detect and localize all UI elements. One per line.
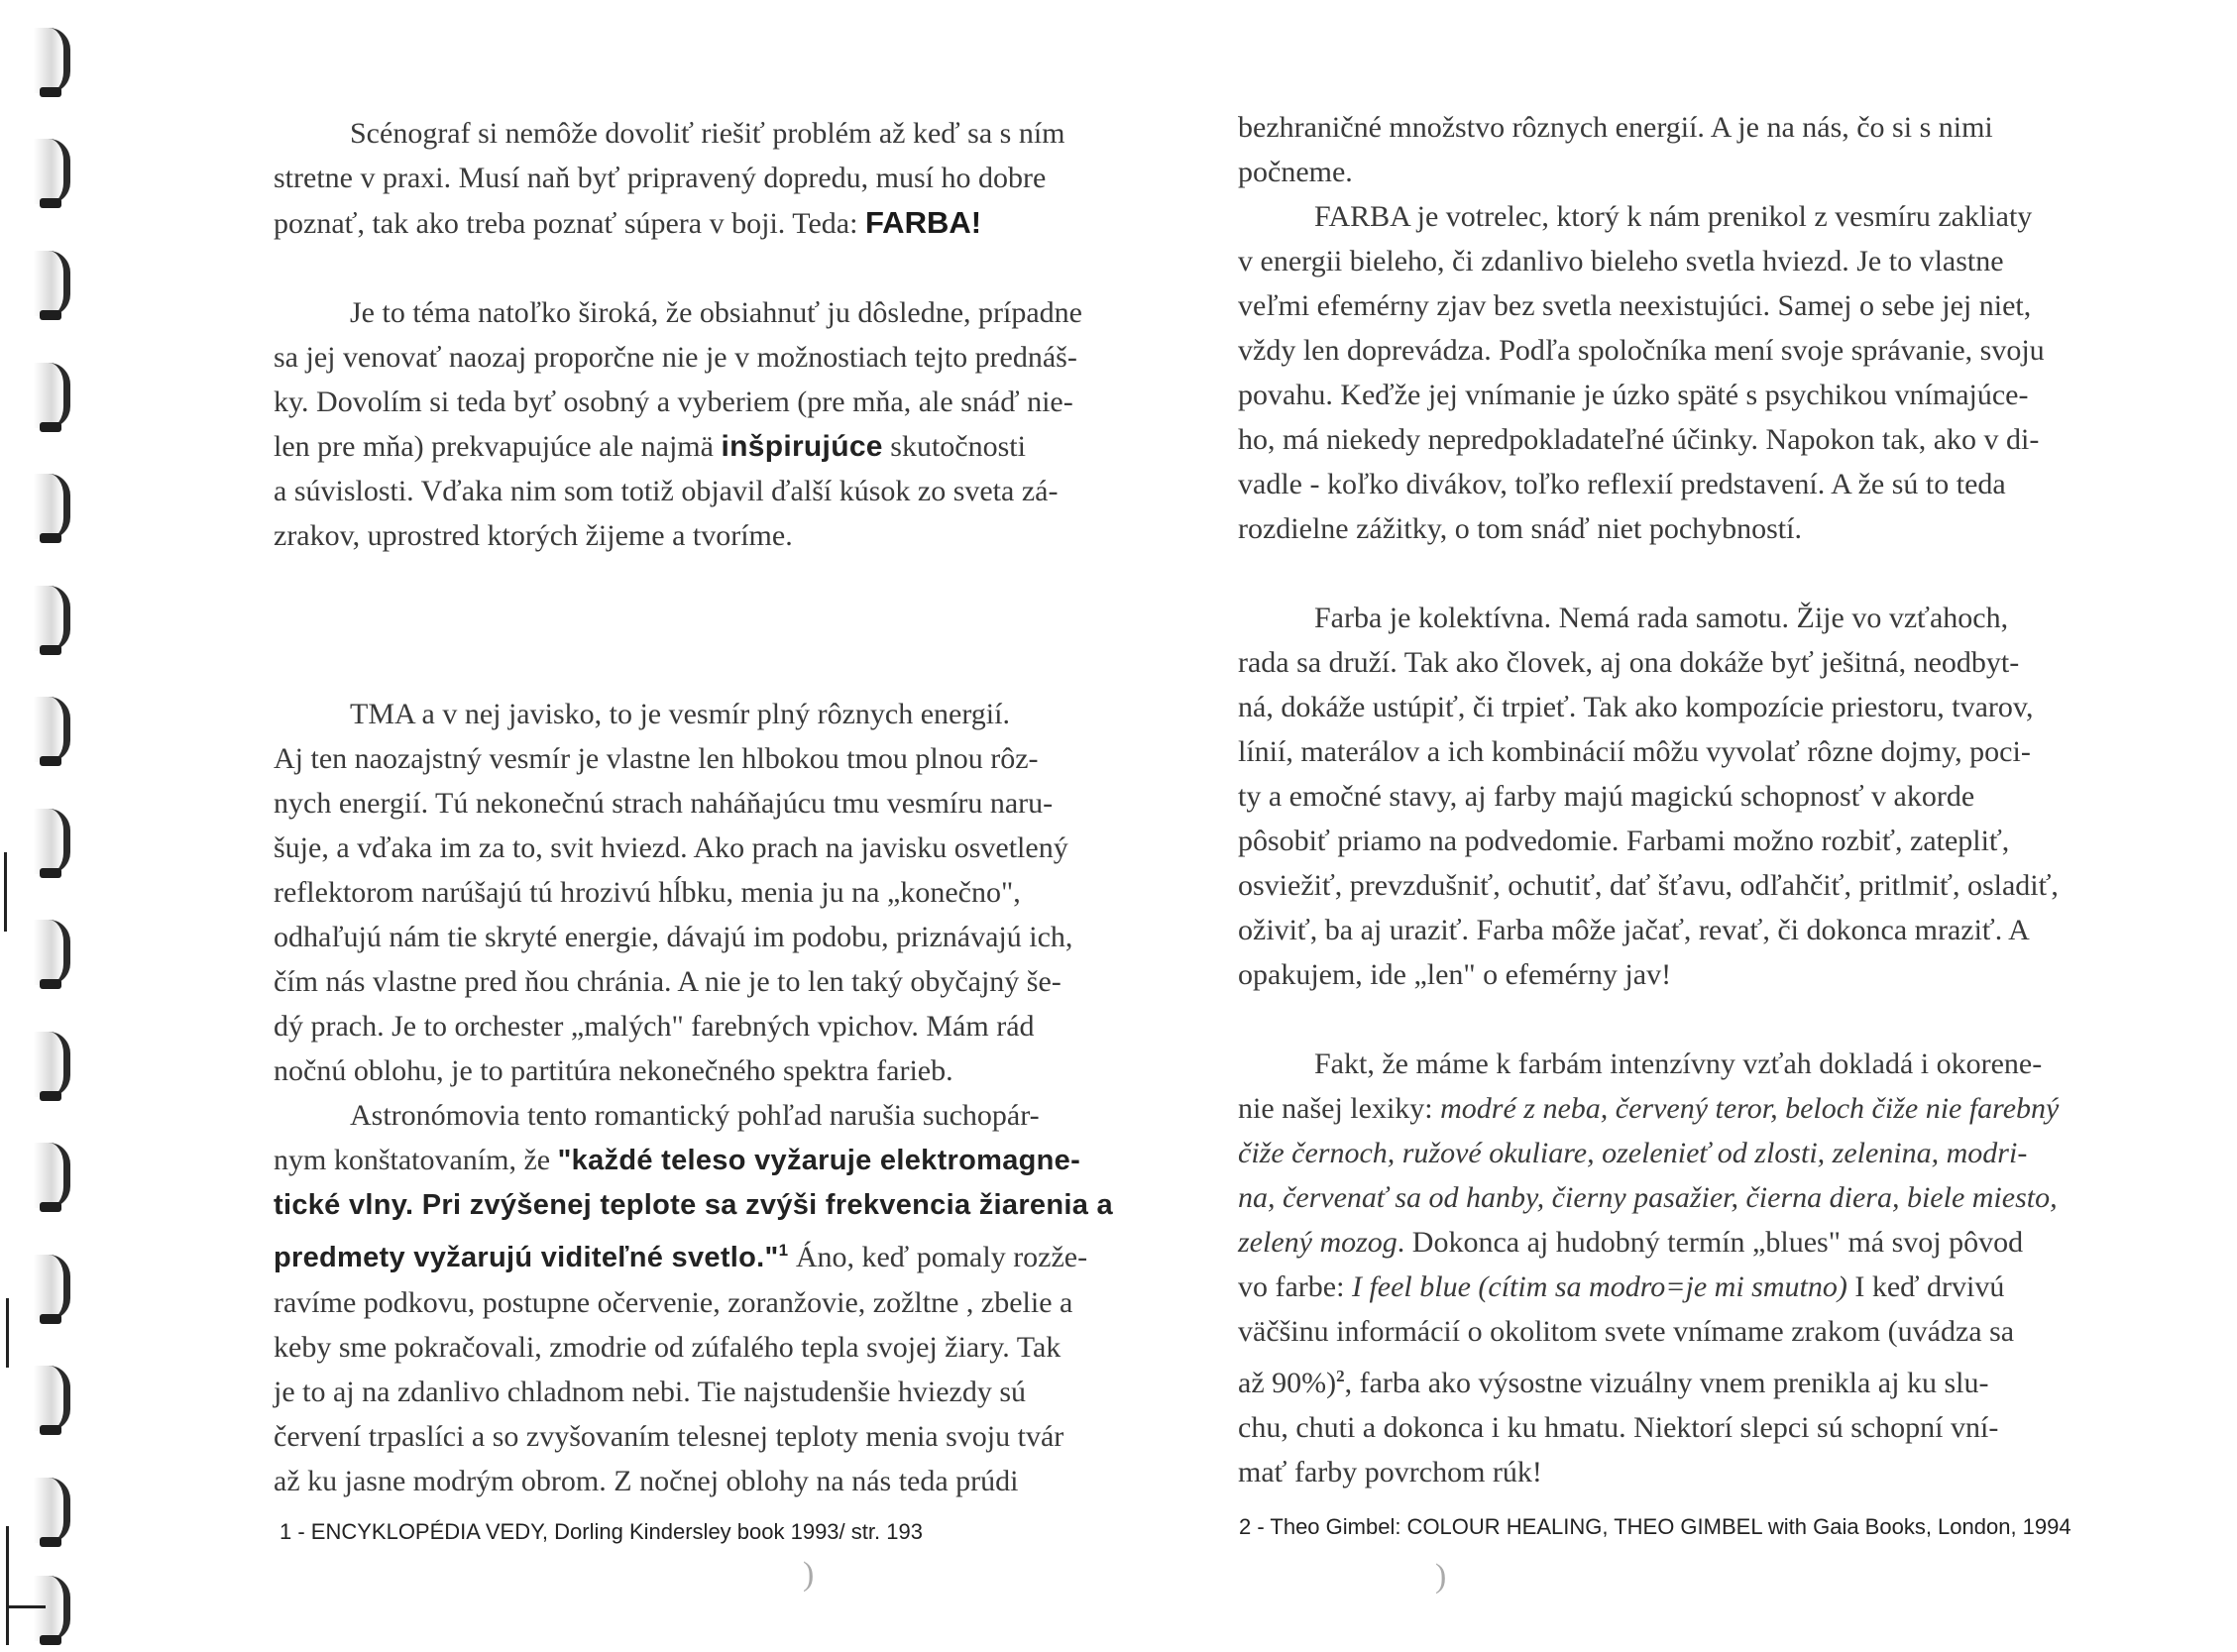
text-line: bezhraničné množstvo rôznych energií. A je na nás, čo si s nimi	[1238, 111, 1993, 144]
text-line: Scénograf si nemôže dovoliť riešiť problém až keď sa s ním	[350, 117, 1065, 150]
text-run: skutočnosti	[882, 430, 1026, 463]
text-line: ravíme podkovu, postupne očervenie, zoranžovie, zožltne , zbelie a	[274, 1286, 1073, 1319]
text-line: Farba je kolektívna. Nemá rada samotu. Žije vo vzťahoch,	[1314, 602, 2009, 634]
italic-line: čiže černoch, ružové okuliare, ozelenieť od zlosti, zelenina, modri-	[1238, 1137, 2028, 1169]
text-line: až ku jasne modrým obrom. Z nočnej oblohy na nás teda prúdi	[274, 1465, 1019, 1497]
text-line	[1238, 1220, 2120, 1265]
footnote-2: 2 - Theo Gimbel: COLOUR HEALING, THEO GIMBEL with Gaia Books, London, 1994	[1239, 1514, 2071, 1539]
binding-ring	[34, 1255, 70, 1320]
page-edge	[6, 1605, 46, 1608]
text-line	[1238, 1354, 2120, 1405]
binding-ring	[34, 586, 70, 651]
text-line: povahu. Keďže jej vnímanie je úzko späté s psychikou vnímajúce-	[1238, 379, 2029, 411]
binding-ring	[34, 1366, 70, 1431]
italic-run: modré z neba, červený teror, beloch čiže nie farebný	[1440, 1092, 2060, 1125]
text-line: TMA a v nej javisko, to je vesmír plný rôznych energií.	[350, 698, 1010, 730]
text-run: až 90%)	[1238, 1367, 1337, 1399]
binding-ring	[34, 697, 70, 762]
text-line: čím nás vlastne pred ňou chránia. A nie je to len taký obyčajný še-	[274, 965, 1062, 998]
text-run: I keď drvivú	[1846, 1270, 2005, 1303]
binding-ring	[34, 1032, 70, 1097]
text-line: rozdielne zážitky, o tom snáď niet pochybností.	[1238, 512, 1802, 545]
text-line: osviežiť, prevzdušniť, ochutiť, dať šťavu, odľahčiť, pritlmiť, osladiť,	[1238, 869, 2059, 902]
spiral-binding	[0, 0, 79, 1652]
quote-text: "každé teleso vyžaruje elektromagne-	[557, 1145, 1081, 1176]
text-line: zrakov, uprostred ktorých žijeme a tvoríme.	[274, 519, 793, 552]
text-line: nočnú oblohu, je to partitúra nekonečného spektra farieb.	[274, 1054, 953, 1087]
italic-run: I feel blue (cítim sa modro=je mi smutno)	[1351, 1270, 1847, 1303]
text-line: počneme.	[1238, 156, 1353, 188]
text-line	[274, 1228, 1166, 1280]
page-edge	[6, 1526, 9, 1645]
text-line: sa jej venovať naozaj proporčne nie je v možnostiach tejto prednáš-	[274, 341, 1077, 374]
text-line: opakujem, ide „len" o efemérny jav!	[1238, 958, 1672, 991]
text-line: ty a emočné stavy, aj farby majú magickú schopnosť v akorde	[1238, 780, 1975, 813]
text-line: línií, materálov a ich kombinácií môžu vyvolať rôzne dojmy, poci-	[1238, 735, 2031, 768]
left-paragraph-3	[274, 692, 1166, 1093]
text-line: dý prach. Je to orchester „malých" farebných vpichov. Mám rád	[274, 1010, 1035, 1043]
text-line	[1238, 1086, 2120, 1131]
binding-ring	[34, 474, 70, 539]
left-page-text	[274, 111, 1166, 1503]
text-run: Áno, keď pomaly rozže-	[788, 1241, 1088, 1273]
text-line: nych energií. Tú nekonečnú strach naháňajúcu tmu vesmíru naru-	[274, 787, 1054, 820]
text-line: stretne v praxi. Musí naň byť pripravený dopredu, musí ho dobre	[274, 162, 1047, 194]
page-mark: )	[803, 1556, 815, 1593]
text-line: keby sme pokračovali, zmodrie od zúfalého tepla svojej žiary. Tak	[274, 1331, 1062, 1364]
text-line: šuje, a vďaka im za to, svit hviezd. Ako prach na javisku osvetlený	[274, 831, 1068, 864]
binding-ring	[34, 1576, 70, 1641]
text-line: väčšinu informácií o okolitom svete vnímame zrakom (uvádza sa	[1238, 1315, 2015, 1348]
text-line: odhaľujú nám tie skryté energie, dávajú im podobu, priznávajú ich,	[274, 921, 1073, 953]
right-page-text	[1238, 105, 2120, 1494]
text-line: chu, chuti a dokonca i ku hmatu. Niektorí slepci sú schopní vní-	[1238, 1411, 1999, 1444]
text-line: vadle - koľko divákov, toľko reflexií predstavení. A že sú to teda	[1238, 468, 2006, 500]
text-line: Je to téma natoľko široká, že obsiahnuť ju dôsledne, prípadne	[350, 296, 1082, 329]
text-run: vo farbe:	[1238, 1270, 1352, 1303]
text-run: len pre mňa) prekvapujúce ale najmä	[274, 430, 722, 463]
text-line: ho, má niekedy nepredpokladateľné účinky. Napokon tak, ako v di-	[1238, 423, 2040, 456]
right-paragraph-2	[1238, 194, 2120, 551]
footnote-marker: 2	[1336, 1367, 1345, 1385]
text-line	[1238, 1265, 2120, 1309]
italic-line: na, červenať sa od hanby, čierny pasažier, čierna diera, biele miesto,	[1238, 1181, 2058, 1214]
footnote-marker: 1	[778, 1241, 789, 1260]
binding-ring	[34, 251, 70, 316]
page-edge	[6, 1298, 9, 1368]
text-line: ky. Dovolím si teda byť osobný a vyberiem (pre mňa, ale snáď nie-	[274, 385, 1073, 418]
text-line: a súvislosti. Vďaka nim som totiž objavil ďalší kúsok zo sveta zá-	[274, 475, 1059, 507]
text-line: mať farby povrchom rúk!	[1238, 1456, 1542, 1488]
text-line: FARBA je votrelec, ktorý k nám prenikol z vesmíru zakliaty	[1314, 200, 2033, 233]
text-line	[274, 424, 1166, 469]
right-paragraph-1	[1238, 105, 2120, 194]
binding-ring	[34, 1478, 70, 1543]
quote-text: predmety vyžarujú viditeľné svetlo."	[274, 1242, 779, 1273]
page-mark: )	[1435, 1558, 1447, 1595]
text-line: Aj ten naozajstný vesmír je vlastne len hlbokou tmou plnou rôz-	[274, 742, 1039, 775]
text-line: ná, dokáže ustúpiť, či trpieť. Tak ako kompozície priestoru, tvarov,	[1238, 691, 2034, 723]
binding-ring	[34, 363, 70, 428]
text-line: rada sa druží. Tak ako človek, aj ona dokáže byť ješitná, neodbyt-	[1238, 646, 2020, 679]
text-line	[274, 1138, 1166, 1183]
emphasis-inspirujuce: inšpirujúce	[721, 430, 883, 463]
text-run: nie našej lexiky:	[1238, 1092, 1441, 1125]
left-paragraph-1	[274, 111, 1166, 246]
left-paragraph-4	[274, 1093, 1166, 1503]
binding-ring	[34, 1143, 70, 1208]
quote-text: tické vlny. Pri zvýšenej teplote sa zvýši frekvencia žiarenia a	[274, 1189, 1113, 1221]
text-line: v energii bieleho, či zdanlivo bieleho svetla hviezd. Je to vlastne	[1238, 245, 2004, 277]
text-line: reflektorom narúšajú tú hrozivú hĺbku, menia ju na „konečno",	[274, 876, 1021, 909]
text-run: nym konštatovaním, že	[274, 1144, 558, 1176]
emphasis-farba: FARBA!	[864, 205, 982, 240]
footnote-1: 1 - ENCYKLOPÉDIA VEDY, Dorling Kindersley book 1993/ str. 193	[280, 1519, 923, 1544]
right-paragraph-4	[1238, 1042, 2120, 1494]
italic-run: zelený mozog	[1238, 1226, 1398, 1259]
text-line: oživiť, ba aj uraziť. Farba môže jačať, revať, či dokonca mraziť. A	[1238, 914, 2030, 946]
binding-ring	[34, 809, 70, 874]
binding-ring	[34, 920, 70, 985]
page-edge	[4, 852, 7, 932]
text-run: , farba ako výsostne vizuálny vnem prenikla aj ku slu-	[1344, 1367, 1989, 1399]
text-run: . Dokonca aj hudobný termín „blues" má svoj pôvod	[1397, 1226, 2024, 1259]
right-paragraph-3	[1238, 596, 2120, 997]
text-line: je to aj na zdanlivo chladnom nebi. Tie najstudenšie hviezdy sú	[274, 1376, 1027, 1408]
text-line: Fakt, že máme k farbám intenzívny vzťah dokladá i okorene-	[1314, 1047, 2043, 1080]
text-line: veľmi efemérny zjav bez svetla neexistujúci. Samej o sebe jej niet,	[1238, 289, 2032, 322]
text-line: pôsobiť priamo na podvedomie. Farbami možno rozbiť, zatepliť,	[1238, 825, 2010, 857]
left-paragraph-2	[274, 290, 1166, 558]
text-line: vždy len doprevádza. Podľa spoločníka mení svoje správanie, svoju	[1238, 334, 2045, 367]
text-run: poznať, tak ako treba poznať súpera v boji. Teda:	[274, 207, 865, 240]
text-line: červení trpaslíci a so zvyšovaním telesnej teploty menia svoju tvár	[274, 1420, 1064, 1453]
text-line: Astronómovia tento romantický pohľad narušia suchopár-	[350, 1099, 1040, 1132]
text-line	[274, 200, 1166, 246]
binding-ring	[34, 139, 70, 204]
binding-ring	[34, 28, 70, 93]
